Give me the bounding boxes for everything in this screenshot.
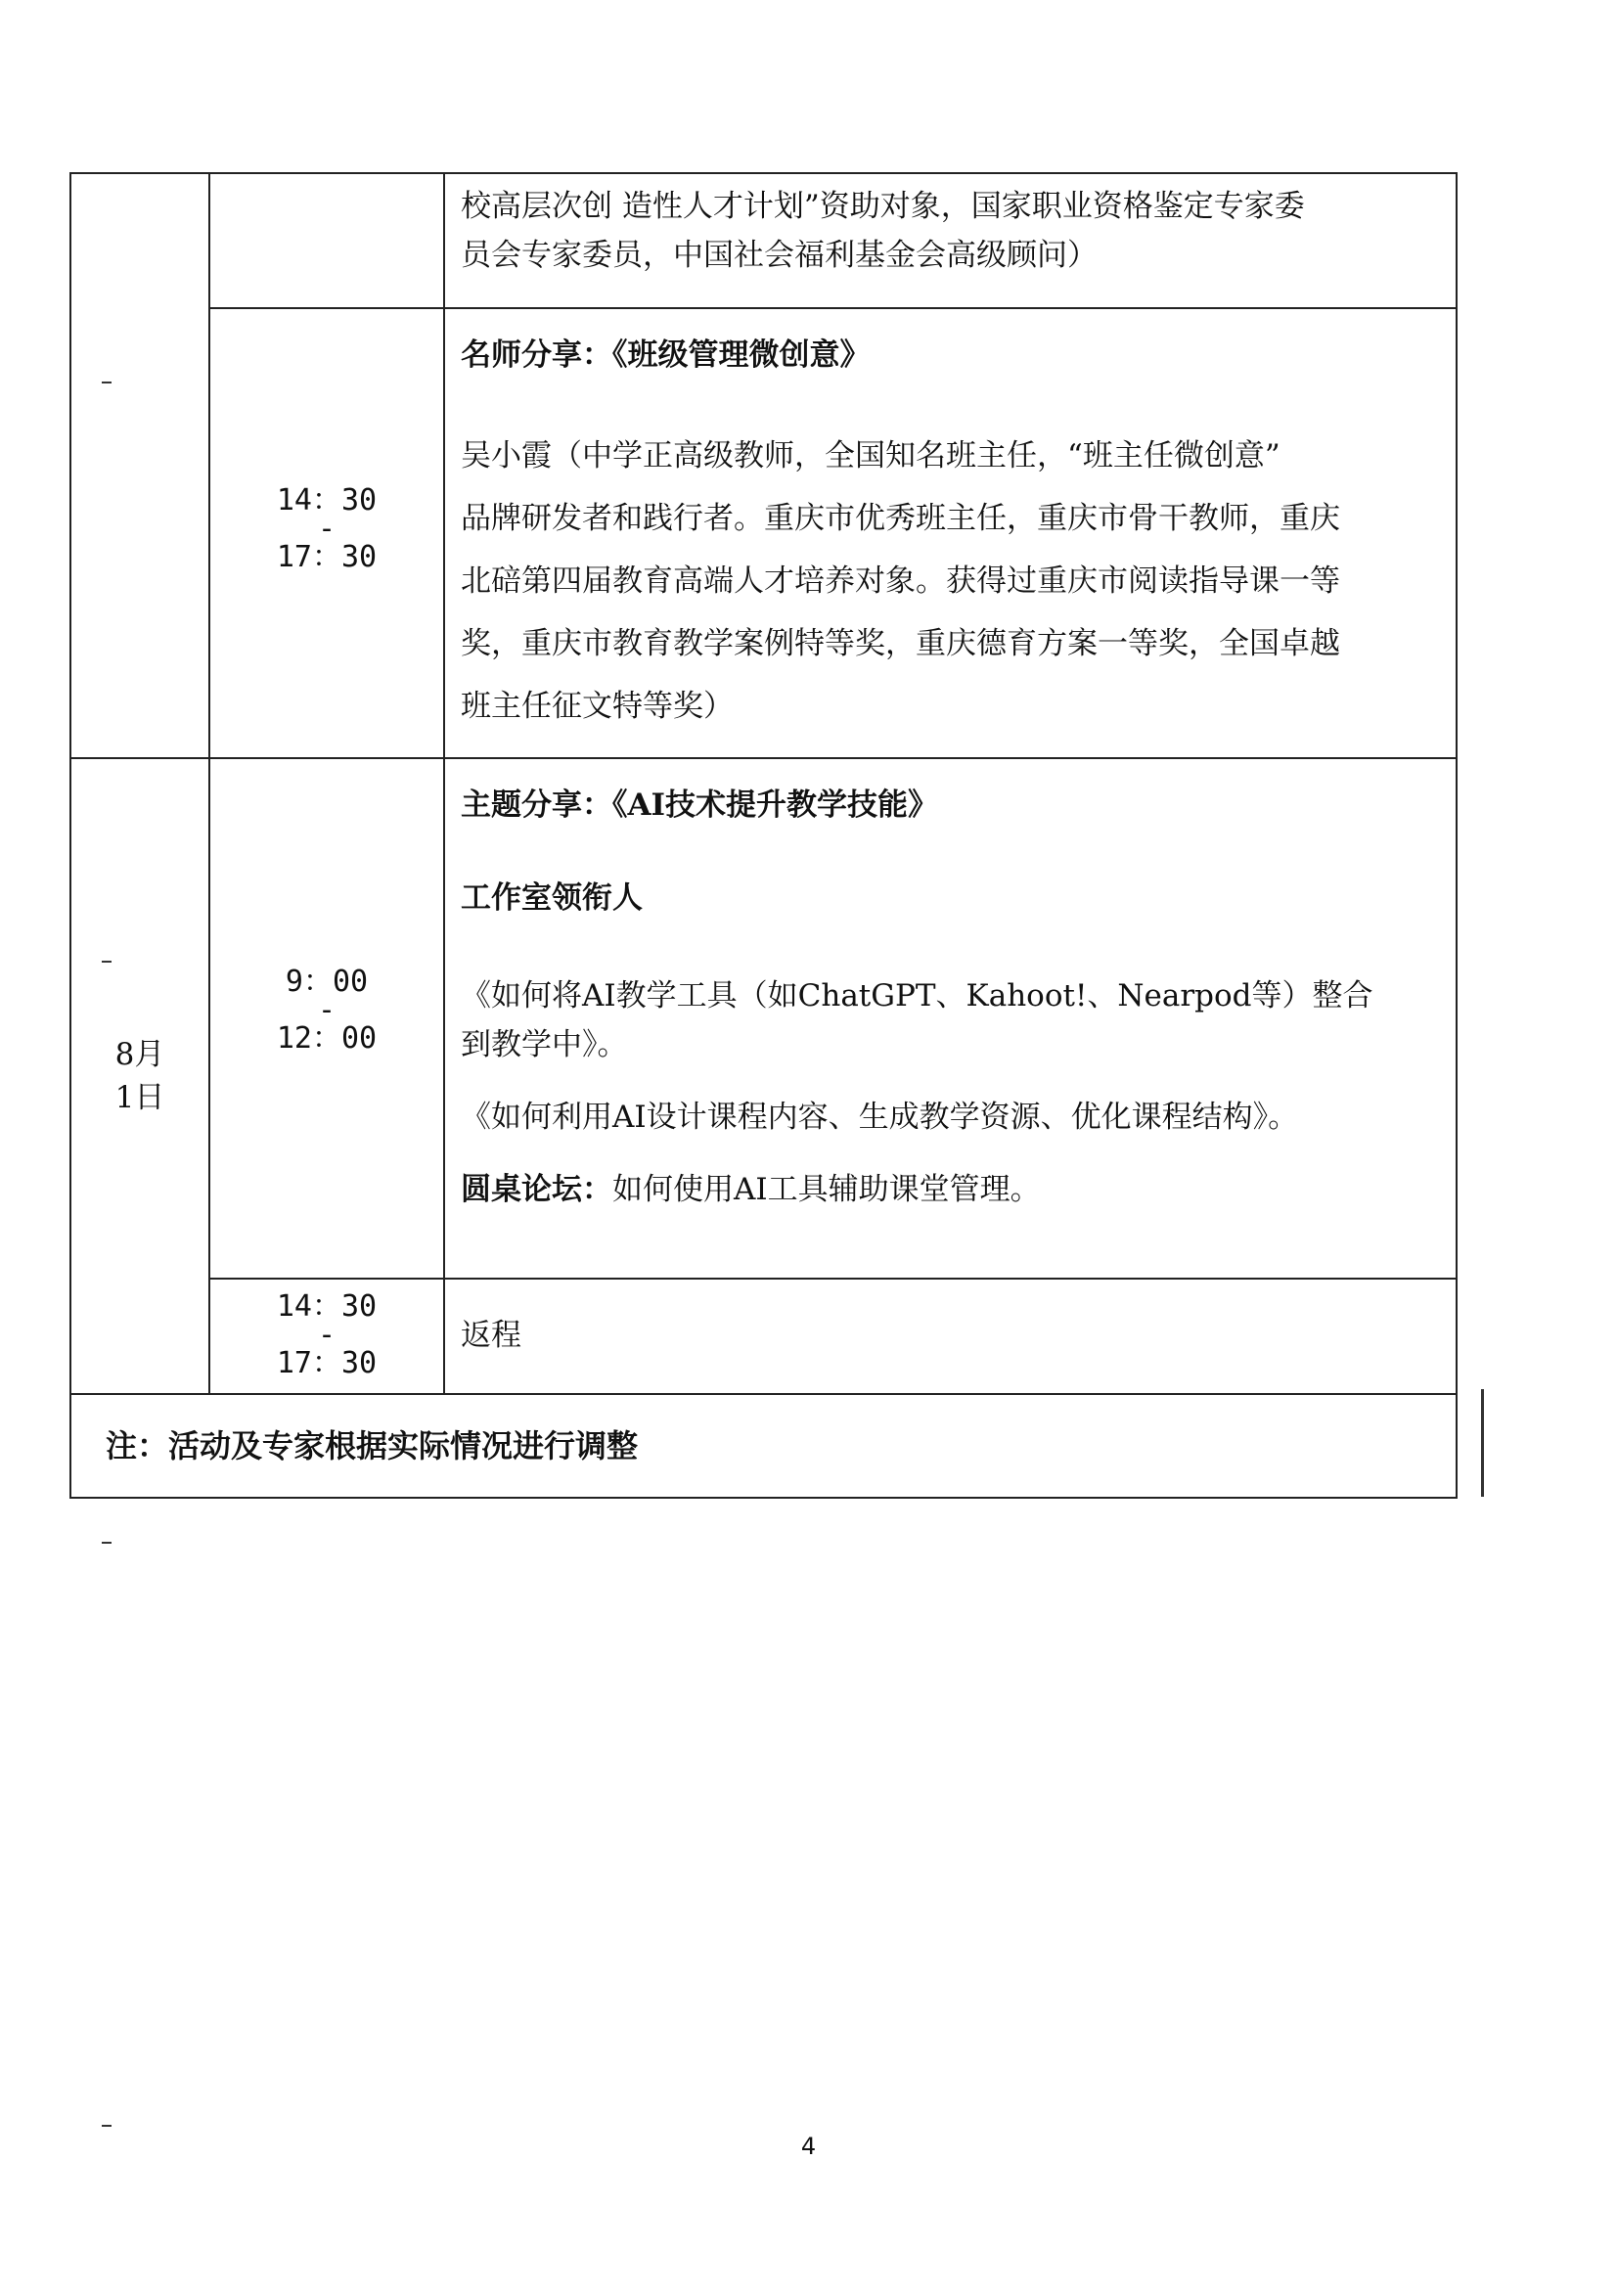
bio-line: 品牌研发者和践行者。重庆市优秀班主任，重庆市骨干教师，重庆 (461, 501, 1340, 536)
forum-line (461, 1165, 1438, 1214)
date-cell (70, 173, 209, 758)
time-end: 17：30 (276, 1346, 378, 1380)
bio-line: 吴小霞（中学正高级教师，全国知名班主任，“班主任微创意” (461, 438, 1280, 473)
bio-continuation-line: 员会专家委员，中国社会福利基金会高级顾问） (461, 238, 1098, 273)
date-day: 1日 (114, 1080, 165, 1115)
page-number: 4 (800, 2133, 817, 2160)
content-cell (444, 1279, 1457, 1394)
date-cell (70, 758, 209, 1394)
margin-mark (102, 1542, 112, 1544)
table-row (70, 758, 1457, 1279)
margin-mark (102, 961, 112, 963)
time-start: 14：30 (276, 483, 378, 518)
margin-mark (102, 2125, 112, 2127)
time-start: 14：30 (276, 1289, 378, 1324)
time-separator: - (317, 1318, 337, 1352)
scan-edge-line (1481, 1389, 1484, 1497)
content-cell (444, 308, 1457, 758)
forum-text: 如何使用AI工具辅助课堂管理。 (612, 1172, 1041, 1207)
table-row (70, 1279, 1457, 1394)
topic-line: 到教学中》。 (461, 1027, 628, 1062)
time-cell (209, 173, 444, 308)
schedule-table (69, 172, 1458, 1499)
table-row (70, 173, 1457, 308)
speaker: 工作室领衔人 (461, 880, 643, 916)
note-row (70, 1394, 1457, 1498)
bio-line: 奖，重庆市教育教学案例特等奖，重庆德育方案一等奖，全国卓越 (461, 626, 1340, 661)
note-text: 注：活动及专家根据实际情况进行调整 (106, 1427, 639, 1464)
time-cell (209, 1279, 444, 1394)
bio-continuation-line: 校高层次创 造性人才计划”资助对象，国家职业资格鉴定专家委 (461, 189, 1305, 224)
bio-line: 班主任征文特等奖） (461, 689, 734, 724)
topic-line: 《如何将AI教学工具（如ChatGPT、Kahoot!、Nearpod等）整合 (461, 978, 1373, 1013)
topic-line: 《如何利用AI设计课程内容、生成教学资源、优化课程结构》。 (461, 1100, 1299, 1135)
date-month: 8月 (114, 1037, 165, 1072)
time-end: 12：00 (276, 1021, 378, 1056)
margin-mark (102, 382, 112, 383)
content-cell (444, 173, 1457, 308)
time-start: 9：00 (285, 965, 369, 999)
time-separator: - (317, 512, 337, 546)
time-cell (209, 758, 444, 1279)
session-title: 名师分享：《班级管理微创意》 (461, 338, 871, 373)
bio-line: 北碚第四届教育高端人才培养对象。获得过重庆市阅读指导课一等 (461, 563, 1340, 599)
session-title: 主题分享：《AI技术提升教学技能》 (461, 788, 939, 823)
time-separator: - (317, 993, 337, 1027)
time-cell (209, 308, 444, 758)
return-trip: 返程 (461, 1318, 521, 1353)
note-cell (70, 1394, 1457, 1498)
time-end: 17：30 (276, 540, 378, 574)
table-row (70, 308, 1457, 758)
forum-label: 圆桌论坛： (461, 1172, 612, 1207)
content-cell (444, 758, 1457, 1279)
